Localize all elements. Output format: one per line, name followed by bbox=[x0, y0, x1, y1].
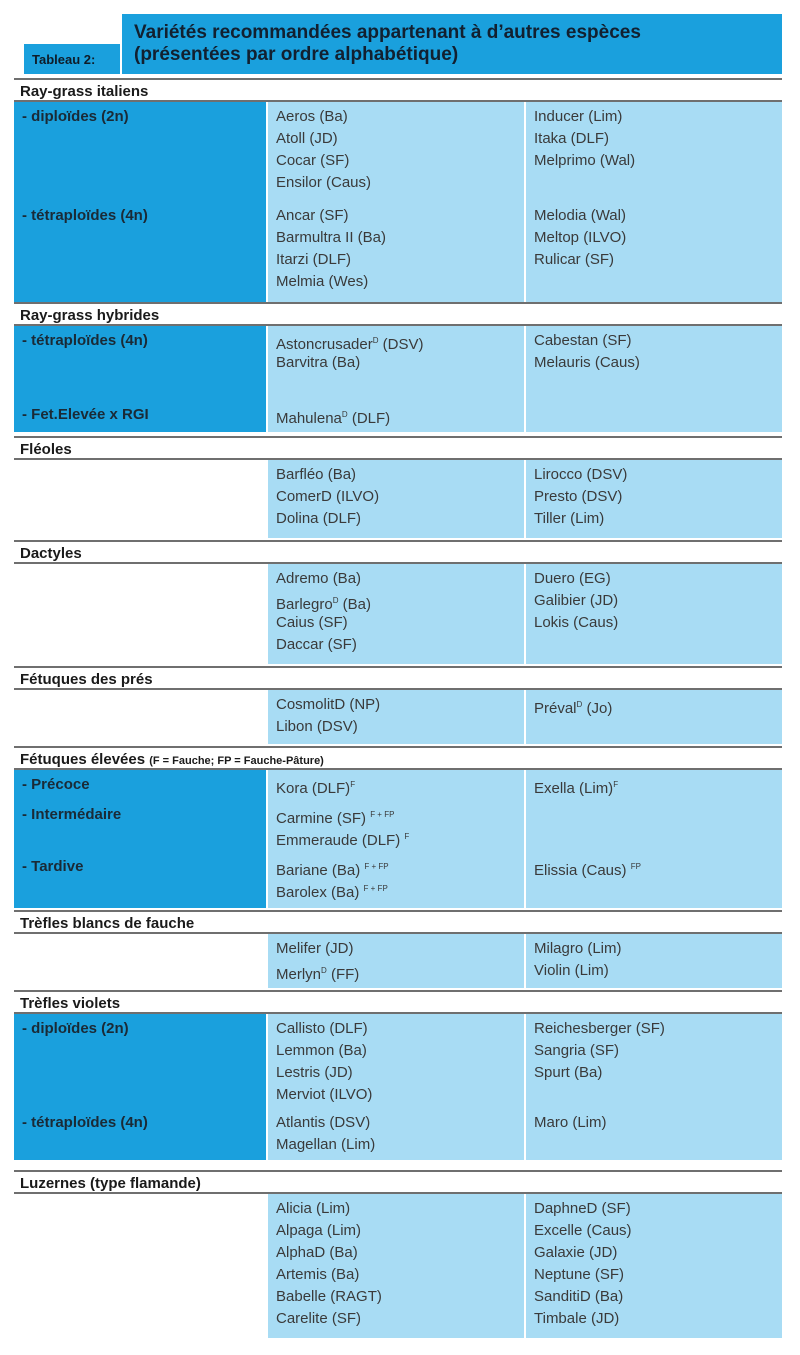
header-tab bbox=[14, 14, 122, 74]
category-column bbox=[14, 326, 266, 432]
variety-column-2 bbox=[526, 1014, 782, 1160]
variety-column-1 bbox=[268, 1194, 524, 1338]
category-label: - Intermédaire bbox=[22, 806, 122, 823]
table-title-line2: (présentées par ordre alphabétique) bbox=[134, 44, 459, 65]
variety-column-1 bbox=[268, 102, 524, 302]
variety-column-2 bbox=[526, 770, 782, 908]
section-title: Dactyles bbox=[14, 540, 782, 564]
variety-item: Libon (DSV) bbox=[276, 718, 358, 735]
variety-item: Elissia (Caus) $^{FP}$ bbox=[534, 862, 641, 879]
category-label: - diploïdes (2n) bbox=[22, 1020, 129, 1037]
variety-item: Bariane (Ba) $^{F + FP}$ bbox=[276, 862, 389, 879]
section-trefles-blancs bbox=[14, 910, 782, 988]
variety-column-1 bbox=[268, 690, 524, 744]
variety-item: Tiller (Lim) bbox=[534, 510, 605, 527]
section-body bbox=[14, 564, 782, 664]
section-fetuques-elevees bbox=[14, 746, 782, 908]
variety-item: Itaka (DLF) bbox=[534, 130, 610, 147]
section-title: Fléoles bbox=[14, 436, 782, 460]
variety-item: Milagro (Lim) bbox=[534, 940, 622, 957]
variety-item: Galaxie (JD) bbox=[534, 1244, 618, 1261]
section-body bbox=[14, 102, 782, 302]
section-fleoles bbox=[14, 436, 782, 538]
variety-item: Mahulena$^D$ (DLF) bbox=[276, 410, 391, 427]
section-body bbox=[14, 1014, 782, 1160]
section-body bbox=[14, 326, 782, 432]
category-label: - Tardive bbox=[22, 858, 84, 875]
variety-item: Rulicar (SF) bbox=[534, 251, 615, 268]
table-title-line1: Variétés recommandées appartenant à d’autres espèces bbox=[134, 22, 641, 43]
variety-item: Barolex (Ba) $^{F + FP}$ bbox=[276, 884, 388, 901]
table-header bbox=[14, 14, 782, 74]
section-title: Trèfles violets bbox=[14, 990, 782, 1014]
variety-item: Aeros (Ba) bbox=[276, 108, 348, 125]
section-fetuques-des-pres bbox=[14, 666, 782, 744]
section-body bbox=[14, 460, 782, 538]
variety-column-1 bbox=[268, 1014, 524, 1160]
variety-column-2 bbox=[526, 460, 782, 538]
variety-item: Emmeraude (DLF) $^F$ bbox=[276, 832, 410, 849]
variety-item: Melodia (Wal) bbox=[534, 207, 626, 224]
category-label: - tétraploïdes (4n) bbox=[22, 1114, 148, 1131]
variety-item: Lokis (Caus) bbox=[534, 614, 619, 631]
section-trefles-violets bbox=[14, 990, 782, 1160]
variety-item: Babelle (RAGT) bbox=[276, 1288, 382, 1305]
section-body bbox=[14, 1194, 782, 1338]
variety-column-1 bbox=[268, 460, 524, 538]
variety-item: Melprimo (Wal) bbox=[534, 152, 636, 169]
section-ray-grass-hybrides bbox=[14, 302, 782, 432]
variety-item: DaphneD (SF) bbox=[534, 1200, 631, 1217]
section-dactyles bbox=[14, 540, 782, 664]
variety-item: Ensilor (Caus) bbox=[276, 174, 372, 191]
header-tab-inner bbox=[24, 44, 120, 74]
variety-column-2 bbox=[526, 1194, 782, 1338]
category-column bbox=[14, 1014, 266, 1160]
section-luzernes bbox=[14, 1170, 782, 1338]
variety-column-2 bbox=[526, 564, 782, 664]
variety-item: Artemis (Ba) bbox=[276, 1266, 360, 1283]
variety-item: Spurt (Ba) bbox=[534, 1064, 603, 1081]
variety-column-2 bbox=[526, 934, 782, 988]
category-label: - tétraploïdes (4n) bbox=[22, 332, 148, 349]
variety-column-2 bbox=[526, 326, 782, 432]
variety-item: Neptune (SF) bbox=[534, 1266, 625, 1283]
variety-item: Caius (SF) bbox=[276, 614, 348, 631]
section-ray-grass-italiens bbox=[14, 78, 782, 302]
variety-item: Inducer (Lim) bbox=[534, 108, 623, 125]
section-title: Ray-grass hybrides bbox=[14, 302, 782, 326]
variety-item: SanditiD (Ba) bbox=[534, 1288, 624, 1305]
table-label: Tableau 2: bbox=[32, 51, 96, 67]
section-body bbox=[14, 690, 782, 744]
variety-item: Carelite (SF) bbox=[276, 1310, 362, 1327]
category-label: - Fet.Elevée x RGI bbox=[22, 406, 149, 423]
variety-item: AlphaD (Ba) bbox=[276, 1244, 358, 1261]
variety-item: Adremo (Ba) bbox=[276, 570, 362, 587]
variety-item: Magellan (Lim) bbox=[276, 1136, 376, 1153]
variety-item: Melauris (Caus) bbox=[534, 354, 640, 371]
variety-item: Callisto (DLF) bbox=[276, 1020, 368, 1037]
variety-item: Merlyn$^D$ (FF) bbox=[276, 966, 360, 983]
variety-item: Exella (Lim)$^F$ bbox=[534, 780, 619, 797]
variety-item: Daccar (SF) bbox=[276, 636, 357, 653]
variety-item: Atoll (JD) bbox=[276, 130, 338, 147]
variety-item: Carmine (SF) $^{F + FP}$ bbox=[276, 810, 395, 827]
variety-item: ComerD (ILVO) bbox=[276, 488, 380, 505]
section-title: Fétuques élevées (F = Fauche; FP = Fauche-Pâture) bbox=[14, 746, 782, 770]
variety-item: Cocar (SF) bbox=[276, 152, 350, 169]
variety-item: Violin (Lim) bbox=[534, 962, 609, 979]
variety-item: Maro (Lim) bbox=[534, 1114, 607, 1131]
section-body bbox=[14, 770, 782, 908]
variety-item: Meltop (ILVO) bbox=[534, 229, 627, 246]
variety-item: Lirocco (DSV) bbox=[534, 466, 628, 483]
section-body bbox=[14, 934, 782, 988]
variety-item: Itarzi (DLF) bbox=[276, 251, 351, 268]
variety-item: Barfléo (Ba) bbox=[276, 466, 357, 483]
category-column bbox=[14, 102, 266, 302]
variety-item: Lemmon (Ba) bbox=[276, 1042, 367, 1059]
variety-column-2 bbox=[526, 102, 782, 302]
variety-item: Cabestan (SF) bbox=[534, 332, 632, 349]
variety-column-2 bbox=[526, 690, 782, 744]
variety-item: Timbale (JD) bbox=[534, 1310, 620, 1327]
variety-item: Excelle (Caus) bbox=[534, 1222, 632, 1239]
variety-item: CosmolitD (NP) bbox=[276, 696, 381, 713]
variety-item: Sangria (SF) bbox=[534, 1042, 620, 1059]
variety-item: Melmia (Wes) bbox=[276, 273, 369, 290]
variety-column-1 bbox=[268, 934, 524, 988]
category-label: - diploïdes (2n) bbox=[22, 108, 129, 125]
table-title bbox=[134, 22, 641, 66]
section-title: Luzernes (type flamande) bbox=[14, 1170, 782, 1194]
section-title: Ray-grass italiens bbox=[14, 78, 782, 102]
variety-column-1 bbox=[268, 770, 524, 908]
variety-item: Dolina (DLF) bbox=[276, 510, 362, 527]
variety-column-1 bbox=[268, 564, 524, 664]
category-column bbox=[14, 770, 266, 908]
section-title: Trèfles blancs de fauche bbox=[14, 910, 782, 934]
variety-item: Alicia (Lim) bbox=[276, 1200, 351, 1217]
section-title: Fétuques des prés bbox=[14, 666, 782, 690]
variety-item: Barmultra II (Ba) bbox=[276, 229, 387, 246]
variety-item: Melifer (JD) bbox=[276, 940, 354, 957]
variety-item: Astoncrusader$^D$ (DSV) bbox=[276, 336, 424, 353]
variety-item: Duero (EG) bbox=[534, 570, 611, 587]
variety-item: Ancar (SF) bbox=[276, 207, 349, 224]
variety-item: Merviot (ILVO) bbox=[276, 1086, 373, 1103]
variety-item: Barlegro$^D$ (Ba) bbox=[276, 596, 371, 613]
variety-item: Préval$^D$ (Jo) bbox=[534, 700, 613, 717]
variety-column-1 bbox=[268, 326, 524, 432]
variety-item: Atlantis (DSV) bbox=[276, 1114, 371, 1131]
variety-item: Barvitra (Ba) bbox=[276, 354, 361, 371]
variety-item: Galibier (JD) bbox=[534, 592, 619, 609]
variety-item: Lestris (JD) bbox=[276, 1064, 353, 1081]
variety-item: Presto (DSV) bbox=[534, 488, 623, 505]
category-label: - Précoce bbox=[22, 776, 90, 793]
variety-item: Reichesberger (SF) bbox=[534, 1020, 665, 1037]
category-label: - tétraploïdes (4n) bbox=[22, 207, 148, 224]
variety-item: Kora (DLF)$^F$ bbox=[276, 780, 356, 797]
variety-item: Alpaga (Lim) bbox=[276, 1222, 362, 1239]
